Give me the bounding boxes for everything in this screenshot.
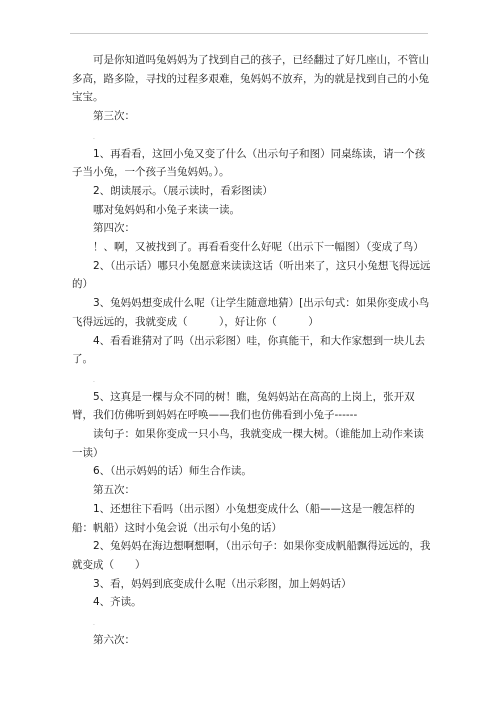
document-body [72, 51, 432, 649]
step-item: 5、这真是一棵与众不同的树！瞧，兔妈妈站在高高的上岗上，张开双臂，我们仿佛听到妈妈在呼唤——我们也仿佛看到小兔子------ [72, 390, 415, 422]
step-item: 2、朗读展示。（展示读时，看彩图读） [93, 184, 273, 197]
step-item: 6、（出示妈妈的话）师生合作读。 [93, 465, 252, 478]
step-item: 1、还想往下看吗（出示图）小兔想变成什么（船——这是一艘怎样的船：帆船）这时小兔会说（出示句小兔的话） [72, 502, 415, 534]
step-item: 4、看看谁猜对了吗（出示彩图）哇，你真能干，和大作家想到一块儿去了。 [72, 334, 426, 366]
step-item: 1、再看看，这回小兔又变了什么（出示句子和图）同桌练读，请一个孩子当小兔，一个孩子当兔妈妈。）。 [72, 147, 426, 179]
blank-line: . [93, 376, 95, 384]
step-item: 2、（出示话）哪只小兔愿意来读读这话（听出来了，这只小兔想飞得远远的） [72, 259, 431, 291]
blank-line: . [93, 133, 95, 141]
header-rule [70, 33, 428, 34]
step-item: ！、啊，又被找到了。再看看变什么好呢（出示下一幅图）（变成了鸟） [93, 241, 424, 254]
section-heading-fourth: 第四次： [93, 222, 135, 235]
step-item: 4、齐读。 [93, 596, 142, 609]
step-item: 2、兔妈妈在海边想啊想啊，（出示句子：如果你变成帆船飘得远远的，我就变成（ ） [72, 540, 431, 571]
paragraph-line: 读句子：如果你变成一只小鸟，我就变成一棵大树。（谁能加上动作来读一读） [72, 428, 424, 459]
section-heading-sixth: 第六次： [93, 633, 135, 646]
blank-line: . [93, 620, 95, 628]
paragraph-line: 哪对兔妈妈和小兔子来读一读。 [93, 203, 240, 216]
section-heading-fifth: 第五次： [93, 484, 135, 497]
step-item: 3、兔妈妈想变成什么呢（让学生随意地猜）[出示句式：如果你变成小鸟飞得远远的，我就变成（ ），好让你（ ） [72, 297, 430, 328]
section-heading-third: 第三次： [93, 110, 135, 123]
paragraph-mother-search: 可是你知道吗兔妈妈为了找到自己的孩子，已经翻过了好几座山，不管山多高，路多险，寻找的过程多艰难，兔妈妈不放弃，为的就是找到自己的小兔宝宝。 [72, 54, 429, 104]
step-item: 3、看，妈妈到底变成什么呢（出示彩图，加上妈妈话） [93, 577, 352, 590]
